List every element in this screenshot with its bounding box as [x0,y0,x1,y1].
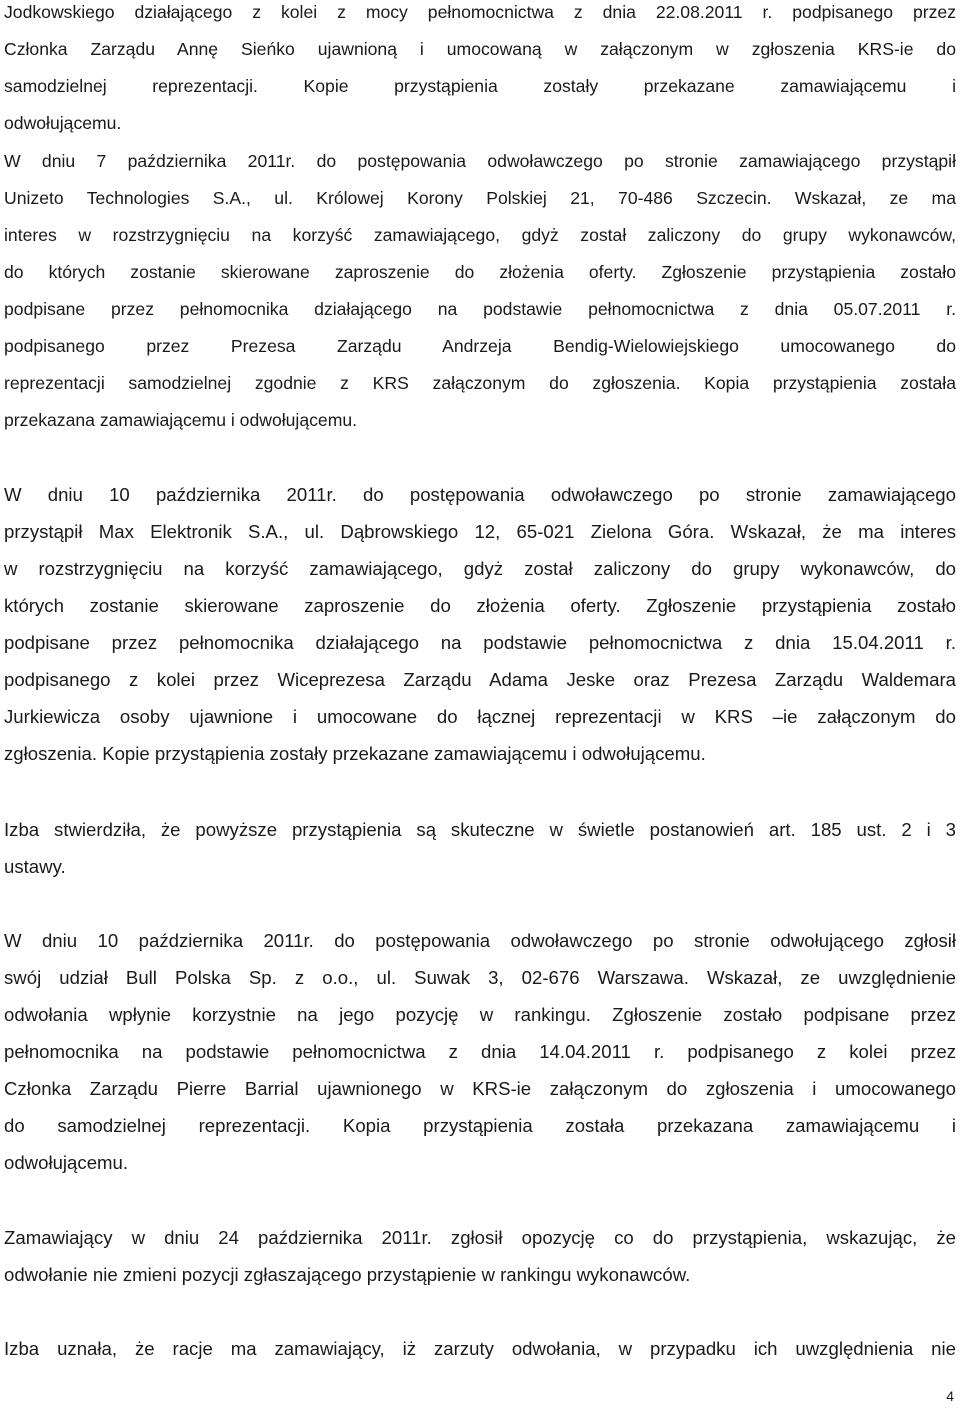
paragraph-line: Izba stwierdziła, że powyższe przystąpienia są skuteczne w świetle postanowień art. 185 ust. 2 i 3 [4,819,956,840]
document-page [4,0,956,1412]
paragraph-line: W dniu 10 października 2011r. do postępowania odwoławczego po stronie zamawiającego [4,484,956,505]
paragraph-line: odwołującemu. [4,1152,129,1173]
paragraph-line: podpisane przez pełnomocnika działającego na podstawie pełnomocnictwa z dnia 05.07.2011 r. [4,299,956,319]
page-number: 4 [946,1388,954,1404]
paragraph-line: Unizeto Technologies S.A., ul. Królowej Korony Polskiej 21, 70-486 Szczecin. Wskazał, ze ma [4,188,956,208]
paragraph-line: pełnomocnika na podstawie pełnomocnictwa z dnia 14.04.2011 r. podpisanego z kolei przez [4,1041,956,1062]
paragraph-line: Izba uznała, że racje ma zamawiający, iż zarzuty odwołania, w przypadku ich uwzględnienia nie [4,1338,956,1359]
paragraph-line: w rozstrzygnięciu na korzyść zamawiającego, gdyż został zaliczony do grupy wykonawców, do [4,558,956,579]
paragraph-line: przystąpił Max Elektronik S.A., ul. Dąbrowskiego 12, 65-021 Zielona Góra. Wskazał, że ma interes [4,521,956,542]
paragraph-line: W dniu 7 października 2011r. do postępowania odwoławczego po stronie zamawiającego przystąpił [4,151,956,171]
paragraph-line: samodzielnej reprezentacji. Kopie przystąpienia zostały przekazane zamawiającemu i [4,76,956,96]
paragraph-line: reprezentacji samodzielnej zgodnie z KRS załączonym do zgłoszenia. Kopia przystąpienia została [4,373,956,393]
paragraph-line: W dniu 10 października 2011r. do postępowania odwoławczego po stronie odwołującego zgłosił [4,930,956,951]
paragraph-line: do samodzielnej reprezentacji. Kopia przystąpienia została przekazana zamawiającemu i [4,1115,956,1136]
paragraph-line: podpisanego przez Prezesa Zarządu Andrzeja Bendig-Wielowiejskiego umocowanego do [4,336,956,356]
paragraph-line: odwołania wpłynie korzystnie na jego pozycję w rankingu. Zgłoszenie zostało podpisane przez [4,1004,956,1025]
paragraph-line: Zamawiający w dniu 24 października 2011r. zgłosił opozycję co do przystąpienia, wskazując, że [4,1227,956,1248]
paragraph-line: ustawy. [4,856,66,877]
paragraph-line: Jodkowskiego działającego z kolei z mocy pełnomocnictwa z dnia 22.08.2011 r. podpisanego przez [4,2,956,22]
paragraph-line: zgłoszenia. Kopie przystąpienia zostały przekazane zamawiającemu i odwołującemu. [4,743,706,764]
paragraph-line: odwołującemu. [4,113,122,133]
paragraph-line: do których zostanie skierowane zaproszenie do złożenia oferty. Zgłoszenie przystąpienia zostało [4,262,956,282]
paragraph-line: Jurkiewicza osoby ujawnione i umocowane do łącznej reprezentacji w KRS –ie załączonym do [4,706,956,727]
paragraph-line: przekazana zamawiającemu i odwołującemu. [4,410,358,430]
paragraph-line: Członka Zarządu Pierre Barrial ujawnionego w KRS-ie załączonym do zgłoszenia i umocowanego [4,1078,956,1099]
paragraph-line: których zostanie skierowane zaproszenie do złożenia oferty. Zgłoszenie przystąpienia zostało [4,595,956,616]
paragraph-line: interes w rozstrzygnięciu na korzyść zamawiającego, gdyż został zaliczony do grupy wykonawców, [4,225,956,245]
paragraph-line: podpisane przez pełnomocnika działającego na podstawie pełnomocnictwa z dnia 15.04.2011 r. [4,632,956,653]
paragraph-line: Członka Zarządu Annę Sieńko ujawnioną i umocowaną w załączonym w zgłoszenia KRS-ie do [4,39,956,59]
paragraph-line: odwołanie nie zmieni pozycji zgłaszającego przystąpienie w rankingu wykonawców. [4,1264,691,1285]
paragraph-line: podpisanego z kolei przez Wiceprezesa Zarządu Adama Jeske oraz Prezesa Zarządu Waldemara [4,669,956,690]
paragraph-line: swój udział Bull Polska Sp. z o.o., ul. Suwak 3, 02-676 Warszawa. Wskazał, ze uwzględnienie [4,967,956,988]
